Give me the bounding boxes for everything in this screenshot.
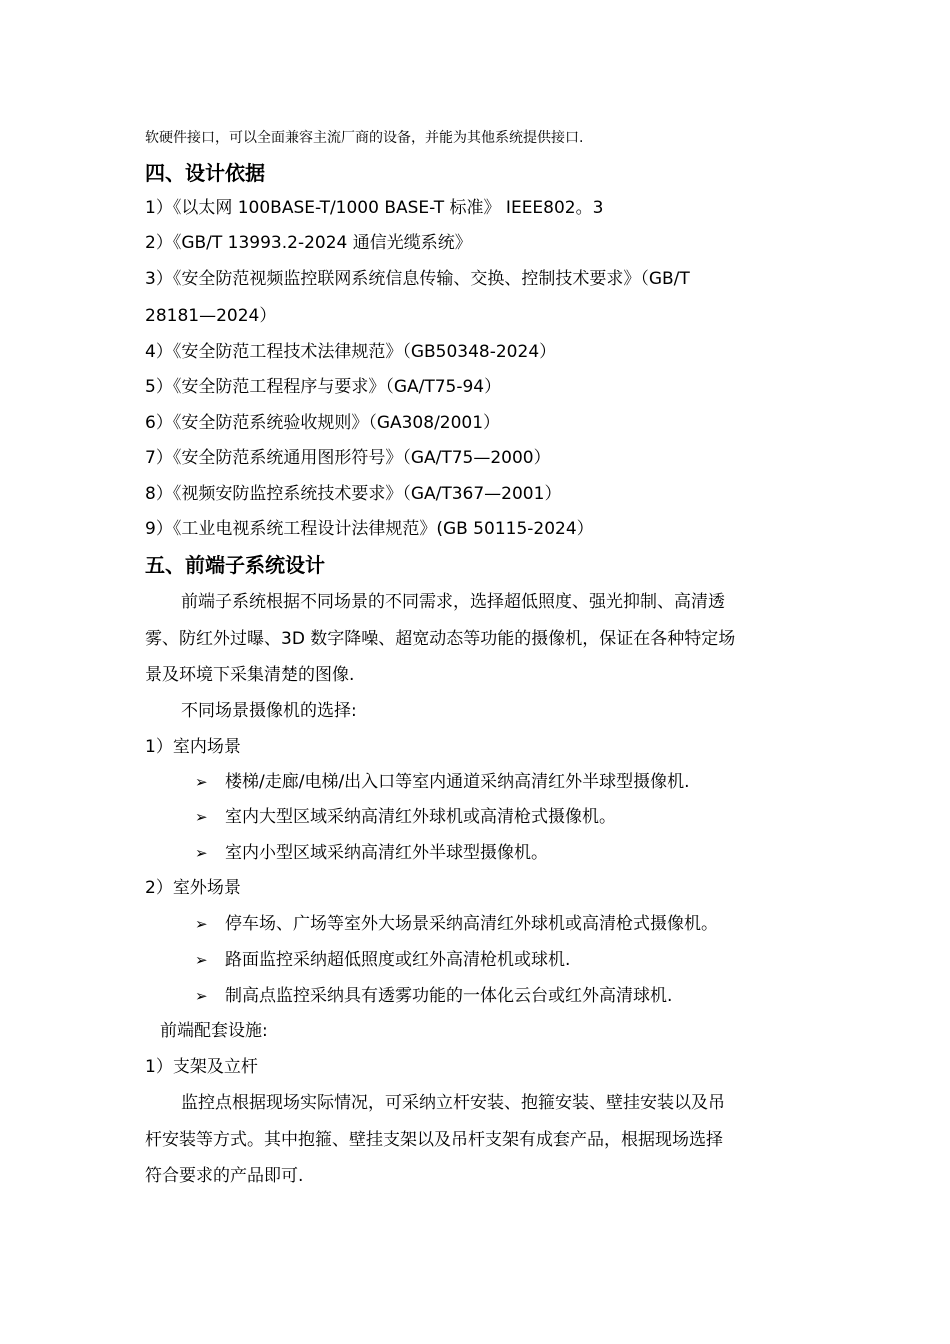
section4-item-6: 6）《安全防范系统验收规则》（GA308/2001） — [145, 413, 501, 433]
indoor-bullet-1 — [195, 771, 690, 793]
section4-item-4: 4）《安全防范工程技术法律规范》（GB50348-2024） — [145, 342, 557, 362]
section5-heading: 五、前端子系统设计 — [145, 553, 325, 577]
outdoor-bullet-1-text: 停车场、广场等室外大场景采纳高清红外球机或高清枪式摄像机。 — [225, 914, 718, 934]
bullet-arrow-icon: ➢ — [195, 915, 208, 933]
bracket-para-line3: 符合要求的产品即可. — [145, 1166, 304, 1186]
bullet-arrow-icon: ➢ — [195, 951, 208, 969]
section5-para1-line2: 雾、防红外过曝、3D 数字降噪、超宽动态等功能的摄像机，保证在各种特定场 — [145, 629, 736, 649]
bracket-para-line2: 杆安装等方式。其中抱箍、壁挂支架以及吊杆支架有成套产品，根据现场选择 — [145, 1130, 723, 1150]
outdoor-bullet-3 — [195, 985, 672, 1007]
section4-item-5: 5）《安全防范工程程序与要求》（GA/T75-94） — [145, 377, 502, 397]
section4-item-9: 9）《工业电视系统工程设计法律规范》(GB 50115-2024） — [145, 519, 594, 539]
section4-item-2: 2）《GB/T 13993.2-2024 通信光缆系统》 — [145, 233, 472, 253]
section4-item-3-cont: 28181—2024） — [145, 306, 277, 326]
outdoor-bullet-2-text: 路面监控采纳超低照度或红外高清枪机或球机. — [225, 950, 571, 970]
indoor-label: 1）室内场景 — [145, 737, 241, 757]
outdoor-bullet-1 — [195, 913, 718, 935]
indoor-bullet-2 — [195, 806, 616, 828]
facilities-text: 前端配套设施: — [160, 1021, 268, 1041]
section4-item-1: 1）《以太网 100BASE-T/1000 BASE-T 标准》 IEEE802。3 — [145, 198, 604, 218]
bracket-label: 1）支架及立杆 — [145, 1057, 258, 1077]
bullet-arrow-icon: ➢ — [195, 844, 208, 862]
section4-item-8: 8）《视频安防监控系统技术要求》（GA/T367—2001） — [145, 484, 562, 504]
indoor-bullet-3 — [195, 842, 548, 864]
outdoor-bullet-3-text: 制高点监控采纳具有透雾功能的一体化云台或红外高清球机. — [225, 986, 673, 1006]
intro-tail-text: 软硬件接口，可以全面兼容主流厂商的设备，并能为其他系统提供接口. — [145, 130, 584, 146]
outdoor-label: 2）室外场景 — [145, 878, 241, 898]
indoor-bullet-2-text: 室内大型区域采纳高清红外球机或高清枪式摄像机。 — [225, 807, 616, 827]
section5-para1-line3: 景及环境下采集清楚的图像. — [145, 665, 355, 685]
bullet-arrow-icon: ➢ — [195, 808, 208, 826]
camera-choice-text: 不同场景摄像机的选择: — [181, 701, 357, 721]
section4-item-7: 7）《安全防范系统通用图形符号》（GA/T75—2000） — [145, 448, 551, 468]
bracket-para-line1: 监控点根据现场实际情况，可采纳立杆安装、抱箍安装、壁挂安装以及吊 — [181, 1093, 725, 1113]
indoor-bullet-1-text: 楼梯/走廊/电梯/出入口等室内通道采纳高清红外半球型摄像机. — [225, 772, 690, 792]
indoor-bullet-3-text: 室内小型区域采纳高清红外半球型摄像机。 — [225, 843, 548, 863]
bullet-arrow-icon: ➢ — [195, 773, 208, 791]
section5-para1-line1: 前端子系统根据不同场景的不同需求，选择超低照度、强光抑制、高清透 — [181, 592, 725, 612]
outdoor-bullet-2 — [195, 949, 570, 971]
bullet-arrow-icon: ➢ — [195, 987, 208, 1005]
section4-item-3: 3）《安全防范视频监控联网系统信息传输、交换、控制技术要求》（GB/T — [145, 269, 690, 289]
section4-heading: 四、设计依据 — [145, 161, 265, 185]
